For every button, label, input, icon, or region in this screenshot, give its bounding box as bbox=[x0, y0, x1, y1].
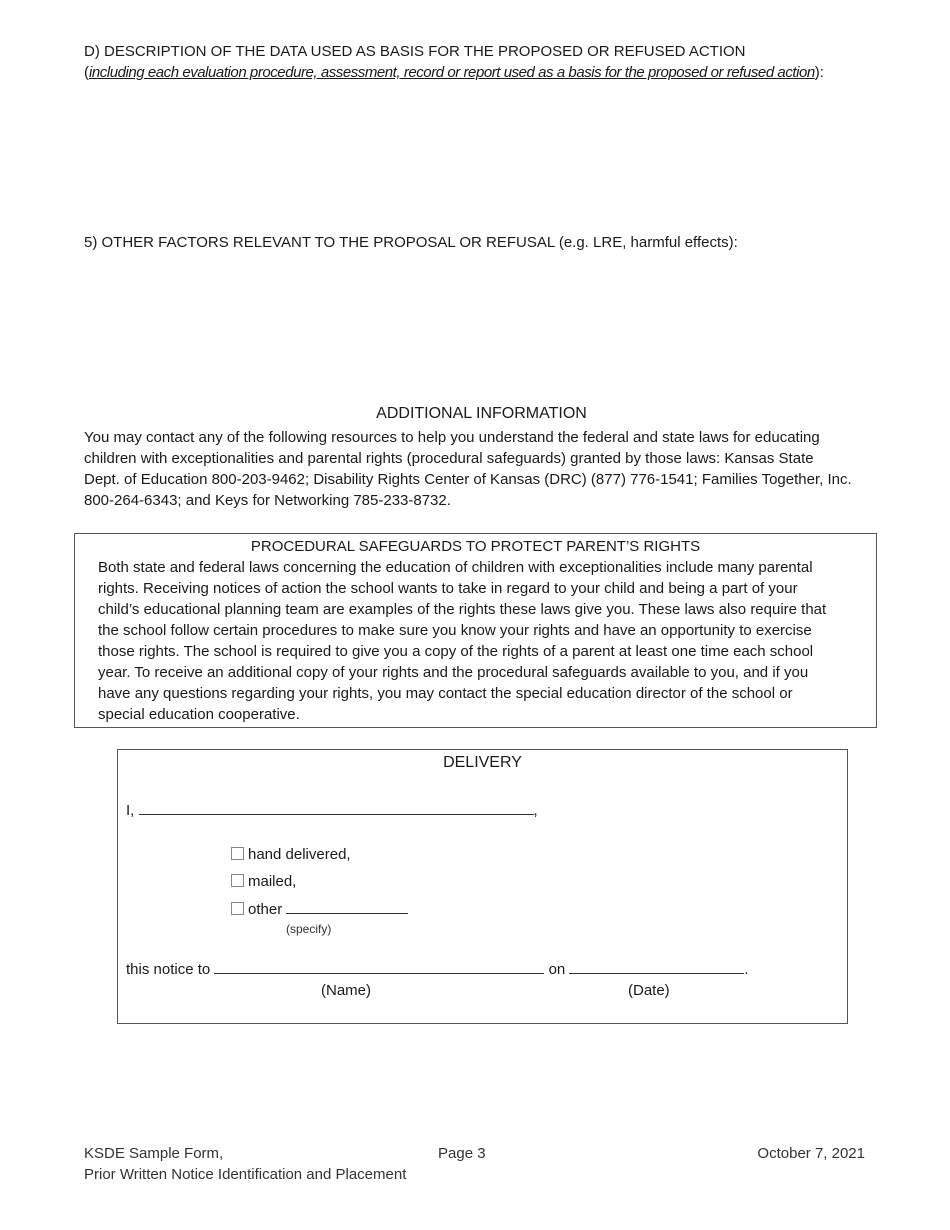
additional-info-title: ADDITIONAL INFORMATION bbox=[376, 405, 587, 422]
checkbox-icon[interactable] bbox=[231, 902, 244, 915]
text-line: Dept. of Education 800-203-9462; Disability Rights Center of Kansas (DRC) (877) 776-1541; Families Together, Inc. bbox=[84, 471, 852, 488]
footer-page: Page 3 bbox=[438, 1145, 486, 1162]
safeguards-text bbox=[98, 557, 826, 725]
text-line: year. To receive an additional copy of your rights and the procedural safeguards available to you, and if you bbox=[98, 664, 809, 681]
footer-form-name: KSDE Sample Form, bbox=[84, 1145, 224, 1162]
i-prefix: I, bbox=[126, 802, 135, 819]
safeguards-title: PROCEDURAL SAFEGUARDS TO PROTECT PARENT’S RIGHTS bbox=[250, 538, 701, 555]
date-caption: (Date) bbox=[628, 982, 670, 999]
delivery-date-field[interactable] bbox=[569, 959, 744, 974]
deliverer-line bbox=[126, 800, 538, 819]
text-line: child’s educational planning team are examples of the rights these laws give you. These laws also require that bbox=[98, 601, 827, 618]
delivery-box bbox=[117, 749, 848, 1024]
text-line: Both state and federal laws concerning the education of children with exceptionalities include many parental bbox=[98, 559, 813, 576]
text-line: the school follow certain procedures to make sure you know your rights and have an opportunity to exercise bbox=[98, 622, 812, 639]
checkbox-icon[interactable] bbox=[231, 874, 244, 887]
text-line: children with exceptionalities and parental rights (procedural safeguards) granted by those laws: Kansas State bbox=[84, 450, 814, 467]
text-line: those rights. The school is required to give you a copy of the rights of a parent at least one time each school bbox=[98, 643, 814, 660]
footer-date: October 7, 2021 bbox=[757, 1145, 865, 1162]
section-d-heading: D) DESCRIPTION OF THE DATA USED AS BASIS FOR THE PROPOSED OR REFUSED ACTION bbox=[84, 43, 746, 60]
footer-left bbox=[84, 1143, 406, 1185]
text-line: You may contact any of the following resources to help you understand the federal and state laws for educating bbox=[84, 429, 820, 446]
section-d-subheading bbox=[84, 64, 824, 81]
other-specify-field[interactable] bbox=[286, 899, 408, 914]
on-label: on bbox=[548, 961, 566, 978]
delivery-title: DELIVERY bbox=[443, 754, 522, 771]
text-line: special education cooperative. bbox=[98, 706, 300, 723]
text-line: have any questions regarding your rights, you may contact the special education director of the school or bbox=[98, 685, 793, 702]
notice-line bbox=[126, 959, 749, 978]
option-other[interactable] bbox=[231, 899, 408, 918]
option-hand-delivered[interactable] bbox=[231, 846, 351, 863]
footer-form-title: Prior Written Notice Identification and Placement bbox=[84, 1166, 407, 1183]
text-line: 800-264-6343; and Keys for Networking 785-233-8732. bbox=[84, 492, 451, 509]
close-paren: ): bbox=[814, 64, 824, 81]
section-d-subheading-text: including each evaluation procedure, assessment, record or report used as a basis for the proposed or refused action bbox=[89, 64, 815, 81]
notice-to-label: this notice to bbox=[126, 961, 211, 978]
option-label: hand delivered, bbox=[248, 846, 351, 863]
text-line: rights. Receiving notices of action the school wants to take in regard to your child and being a part of your bbox=[98, 580, 798, 597]
option-label: other bbox=[248, 901, 283, 918]
open-paren: ( bbox=[84, 64, 89, 81]
period: . bbox=[744, 961, 749, 978]
deliverer-name-field[interactable] bbox=[139, 800, 534, 815]
option-mailed[interactable] bbox=[231, 873, 296, 890]
option-label: mailed, bbox=[248, 873, 297, 890]
comma: , bbox=[533, 802, 538, 819]
specify-caption: (specify) bbox=[286, 922, 332, 936]
checkbox-icon[interactable] bbox=[231, 847, 244, 860]
name-caption: (Name) bbox=[321, 982, 372, 999]
additional-info-text bbox=[84, 427, 852, 511]
section-5-heading: 5) OTHER FACTORS RELEVANT TO THE PROPOSAL OR REFUSAL (e.g. LRE, harmful effects): bbox=[84, 234, 738, 251]
recipient-name-field[interactable] bbox=[214, 959, 544, 974]
safeguards-box bbox=[74, 533, 877, 728]
